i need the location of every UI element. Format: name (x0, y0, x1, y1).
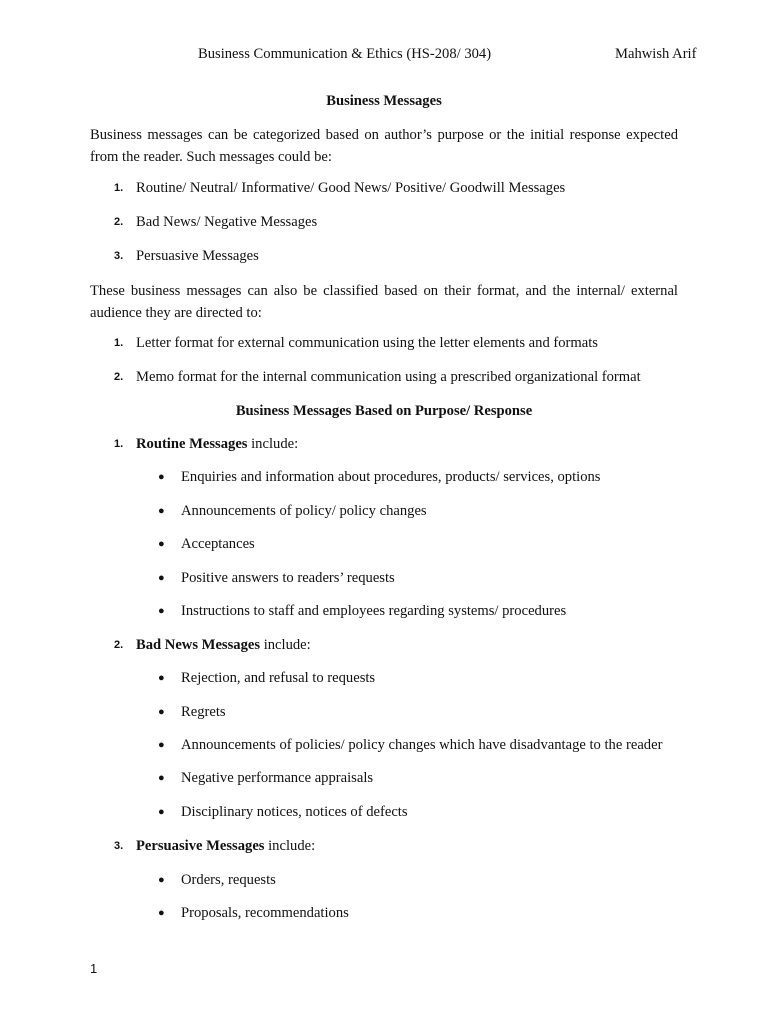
list-item: Bad News/ Negative Messages (136, 214, 318, 230)
list-item: Proposals, recommendations (181, 905, 349, 921)
list-item: Announcements of policy/ policy changes (181, 503, 427, 519)
section-heading-bold: Routine Messages (136, 436, 248, 452)
section-heading-bold: Persuasive Messages (136, 838, 265, 854)
bullet-icon: ● (158, 471, 165, 483)
intro-paragraph: Business messages can be categorized based on author’s purpose or the initial response expected from the reader. Such messages could be: (90, 127, 678, 165)
section-heading-bold: Bad News Messages (136, 637, 261, 653)
list-item: Announcements of policies/ policy changes which have disadvantage to the reader (181, 737, 663, 753)
list-item: Disciplinary notices, notices of defects (181, 804, 408, 820)
list-number: 2. (114, 216, 124, 228)
bullet-icon: ● (158, 772, 165, 784)
bullet-icon: ● (158, 572, 165, 584)
list-number: 2. (114, 371, 124, 383)
section-heading (136, 637, 311, 654)
list-item: Letter format for external communication using the letter elements and formats (136, 335, 598, 351)
list-item: Regrets (181, 704, 226, 720)
bullet-icon: ● (158, 706, 165, 718)
bullet-icon: ● (158, 806, 165, 818)
bullet-icon: ● (158, 538, 165, 550)
list-number: 3. (114, 250, 124, 262)
section-subtitle: Business Messages Based on Purpose/ Response (235, 403, 533, 419)
format-paragraph: These business messages can also be classified based on their format, and the internal/ external audience they are directed to: (90, 283, 678, 321)
bullet-icon: ● (158, 672, 165, 684)
list-item: Negative performance appraisals (181, 770, 374, 786)
section-heading (136, 436, 298, 453)
list-item: Orders, requests (181, 872, 276, 888)
list-item: Persuasive Messages (136, 248, 259, 264)
author-name: Mahwish Arif (615, 46, 697, 62)
list-number: 1. (114, 182, 124, 194)
bullet-icon: ● (158, 739, 165, 751)
section-heading-suffix: include: (247, 436, 299, 452)
list-item: Rejection, and refusal to requests (181, 670, 376, 686)
bullet-icon: ● (158, 874, 165, 886)
list-number: 1. (114, 337, 124, 349)
list-item: Acceptances (181, 536, 255, 552)
page-number: 1 (90, 961, 98, 976)
list-number: 2. (114, 639, 124, 651)
course-title: Business Communication & Ethics (HS-208/ 304) (198, 46, 492, 62)
list-item: Enquiries and information about procedures, products/ services, options (181, 469, 601, 485)
list-item: Routine/ Neutral/ Informative/ Good News/ Positive/ Goodwill Messages (136, 180, 566, 196)
list-item: Positive answers to readers’ requests (181, 570, 395, 586)
bullet-icon: ● (158, 605, 165, 617)
list-number: 1. (114, 438, 124, 450)
bullet-icon: ● (158, 505, 165, 517)
document-title: Business Messages (326, 93, 442, 109)
bullet-icon: ● (158, 907, 165, 919)
section-heading-suffix: include: (260, 637, 311, 653)
section-heading (136, 838, 315, 855)
list-item: Instructions to staff and employees regarding systems/ procedures (181, 603, 567, 619)
section-heading-suffix: include: (264, 838, 316, 854)
list-number: 3. (114, 840, 124, 852)
list-item: Memo format for the internal communication using a prescribed organizational format (136, 369, 641, 385)
